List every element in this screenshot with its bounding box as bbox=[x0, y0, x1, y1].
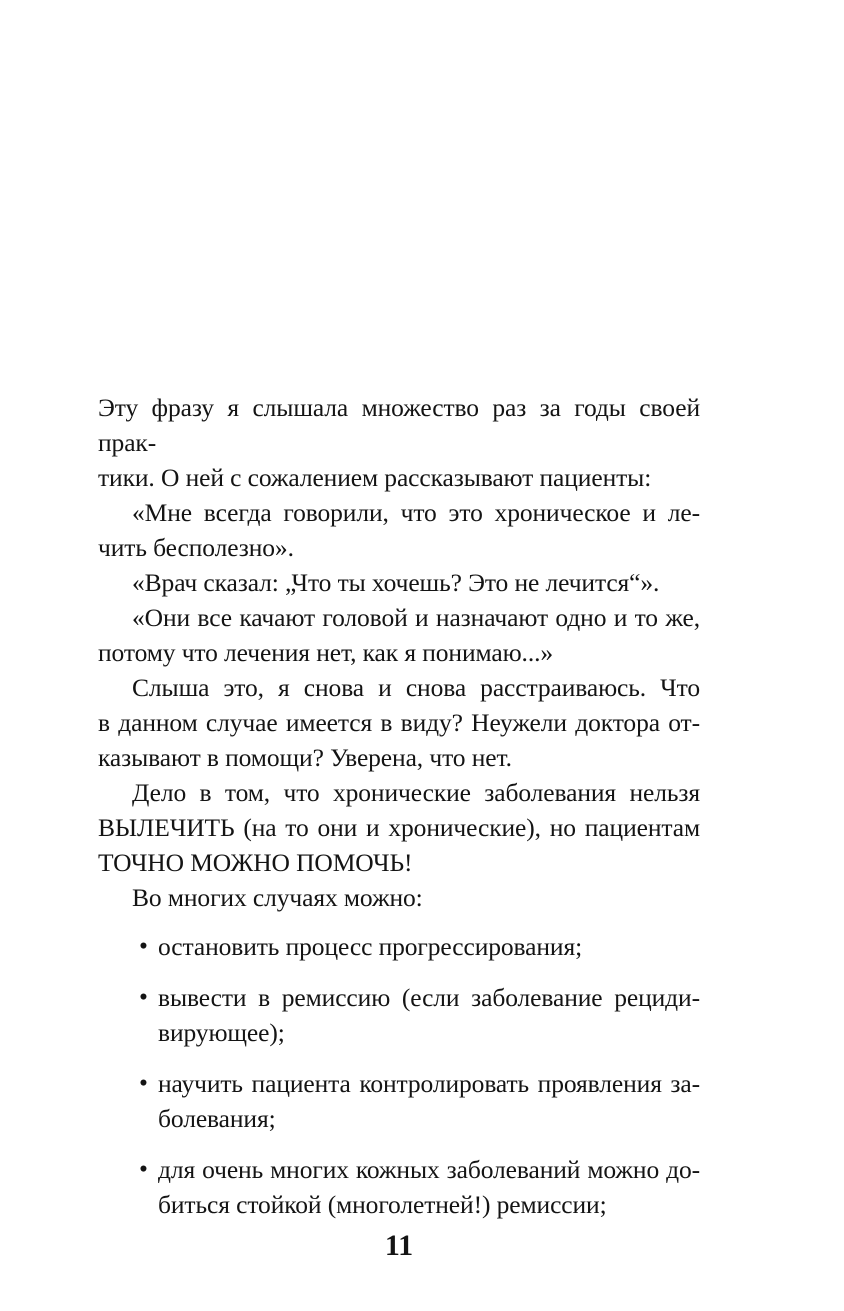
list-item bbox=[98, 980, 700, 1050]
text-line: в данном случае имеется в виду? Неужели доктора от- bbox=[98, 708, 700, 737]
text-line: казывают в помощи? Уверена, что нет. bbox=[98, 743, 512, 772]
paragraph bbox=[98, 775, 700, 880]
text-line: тики. О ней с сожалением рассказывают пациенты: bbox=[98, 463, 652, 492]
bullet-icon: • bbox=[139, 931, 148, 960]
page-number: 11 bbox=[384, 1229, 414, 1262]
text-line: Эту фразу я слышала множество раз за годы своей прак- bbox=[98, 393, 700, 457]
paragraph bbox=[98, 495, 700, 565]
text-line: «Врач сказал: „Что ты хочешь? Это не лечится“». bbox=[132, 568, 660, 597]
paragraph bbox=[98, 670, 700, 775]
bullet-icon: • bbox=[139, 1068, 148, 1097]
text-line: биться стойкой (многолетней!) ремиссии; bbox=[158, 1190, 607, 1219]
bullet-icon: • bbox=[139, 982, 148, 1011]
text-line: для очень многих кожных заболеваний можно до- bbox=[158, 1155, 700, 1184]
paragraphs bbox=[98, 390, 700, 915]
text-line: научить пациента контролировать проявления за- bbox=[158, 1069, 700, 1098]
text-line: вывести в ремиссию (если заболевание рециди- bbox=[158, 983, 700, 1012]
text-line: Дело в том, что хронические заболевания нельзя bbox=[132, 778, 700, 807]
text-line: вирующее); bbox=[158, 1018, 285, 1047]
text-line: Во многих случаях можно: bbox=[132, 883, 423, 912]
text-line: потому что лечения нет, как я понимаю...» bbox=[98, 638, 554, 667]
text-line: Слыша это, я снова и снова расстраиваюсь. Что bbox=[132, 673, 700, 702]
text-line: «Они все качают головой и назначают одно и то же, bbox=[132, 603, 700, 632]
bullet-icon: • bbox=[139, 1154, 148, 1183]
text-line: болевания; bbox=[158, 1104, 276, 1133]
text-line: «Мне всегда говорили, что это хроническое и ле- bbox=[132, 498, 700, 527]
bullet-list bbox=[98, 929, 700, 1222]
text-line: чить бесполезно». bbox=[98, 533, 294, 562]
paragraph bbox=[98, 600, 700, 670]
list-item bbox=[98, 929, 700, 964]
list-item bbox=[98, 1066, 700, 1136]
text-block bbox=[98, 390, 700, 1263]
text-line: ВЫЛЕЧИТЬ (на то они и хронические), но пациентам bbox=[98, 813, 700, 842]
text-line: ТОЧНО МОЖНО ПОМОЧЬ! bbox=[98, 848, 413, 877]
list-item bbox=[98, 1152, 700, 1222]
text-line: остановить процесс прогрессирования; bbox=[158, 932, 583, 961]
paragraph bbox=[98, 565, 700, 600]
paragraph bbox=[98, 390, 700, 495]
paragraph bbox=[98, 880, 700, 915]
